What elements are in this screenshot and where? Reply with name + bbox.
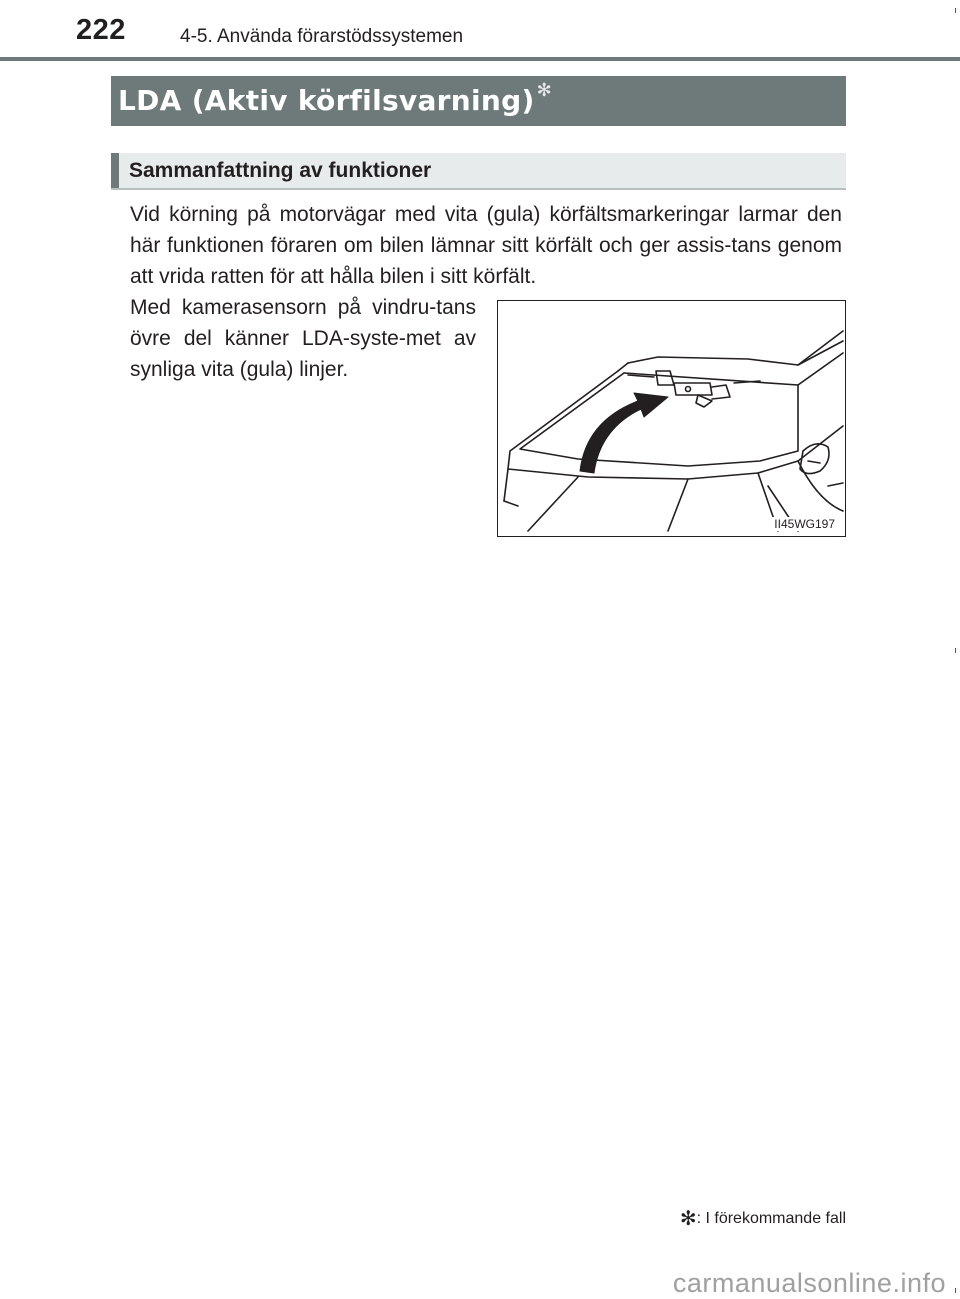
body-paragraph: Vid körning på motorvägar med vita (gula) körfältsmarkeringar larmar den här funktionen föraren om bilen lämnar sitt körfält och ger assis-tans genom att vrida ratten för att hålla bilen i sitt körfält. [130, 203, 842, 288]
footnote-asterisk-icon: ✻ [679, 1208, 697, 1230]
header-rule [0, 57, 960, 61]
page-number: 222 [76, 14, 126, 46]
section-header: 4-5. Använda förarstödssystemen [180, 26, 464, 47]
subheading-label: Sammanfattning av funktioner [129, 159, 432, 182]
crop-mark [955, 8, 956, 13]
windshield-camera-icon [498, 301, 846, 537]
title-asterisk-icon: ✻ [536, 80, 552, 101]
subheading [111, 153, 846, 190]
footnote-text: : I förekommande fall [696, 1210, 846, 1227]
crop-mark [955, 1288, 956, 1293]
title-bar [111, 76, 846, 126]
body-paragraph: Med kamerasensorn på vindru-tans övre del känner LDA-syste-met av synliga vita (gula) linjer. [130, 296, 476, 381]
page-title [118, 80, 552, 117]
subheading-accent [111, 153, 119, 188]
illustration-code: II45WG197 [774, 517, 835, 531]
title-label: LDA (Aktiv körfilsvarning) [118, 84, 535, 117]
windshield-camera-illustration [497, 300, 846, 537]
watermark: carmanualsonline.info [672, 1268, 946, 1298]
footnote [680, 1206, 846, 1231]
crop-mark [955, 648, 956, 653]
